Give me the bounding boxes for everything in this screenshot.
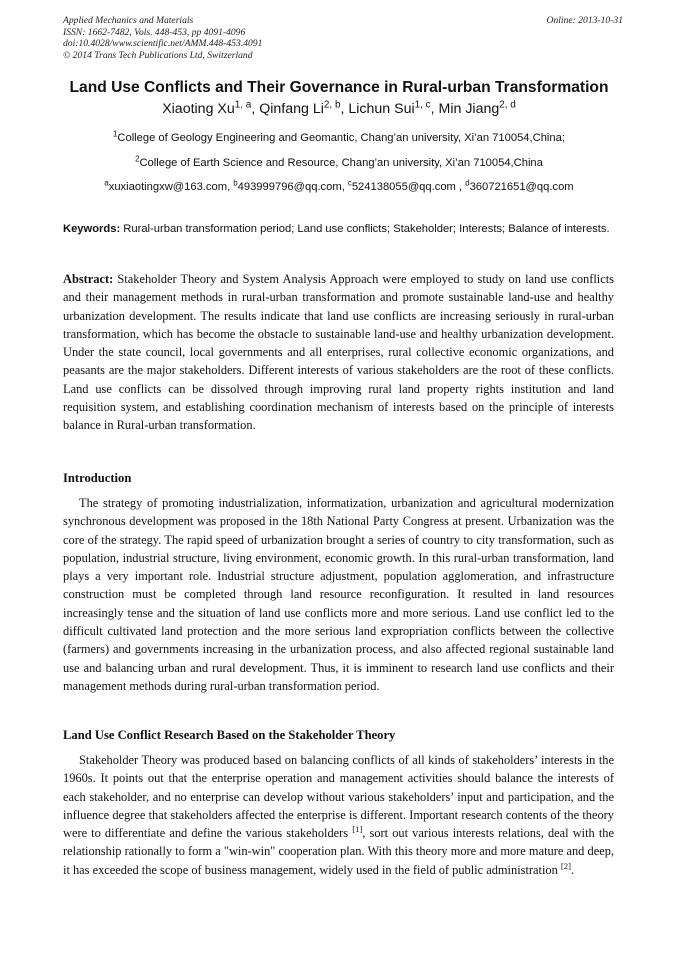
- citation: [2]: [560, 860, 571, 871]
- author: Lichun Sui$^{1, c}$,: [348, 99, 439, 117]
- email: $^a$xuxiaotingxw@163.com,: [104, 178, 234, 193]
- journal-header: [63, 15, 623, 61]
- email: $^d$360721651@qq.com: [465, 178, 574, 193]
- affiliation-1: $^1$College of Geology Engineering and Geomantic, Chang’an university, Xi’an 710054,China;: [113, 129, 565, 144]
- author: Min Jiang$^{2, d}$: [438, 99, 516, 117]
- keywords-text: Rural-urban transformation period; Land use conflicts; Stakeholder; Interests; Balance of interests.: [120, 223, 610, 235]
- keywords-label: Keywords:: [63, 223, 121, 235]
- abstract: [63, 270, 614, 435]
- stakeholder-theory-paragraph: Stakeholder Theory was produced based on balancing conflicts of all kinds of stakeholders’ interests in the 1960s. It points out that the enterprise operation and management activities should balance the interests of each stakeholder, and no enterprise can develop without various stakeholders’ input and participation, and the influence degree that stakeholders affected the enterprise is different. Important research contents of the theory were to differentiate and define the various stakeholders [1], sort out various interests relations, deal with the relationship rationally to form a "win-win" cooperation plan. With this theory more and more mature and deep, it has exceeded the scope of business management, widely used in the field of public administration [2].: [63, 753, 614, 877]
- email: $^b$493999796@qq.com,: [233, 178, 348, 193]
- online-date: Online: 2013-10-31: [546, 15, 623, 26]
- journal-doi: doi:10.4028/www.scientific.net/AMM.448-453.4091: [63, 38, 263, 49]
- author: Qinfang Li$^{2, b}$,: [259, 99, 349, 117]
- abstract-label: Abstract:: [63, 272, 114, 286]
- journal-issn: ISSN: 1662-7482, Vols. 448-453, pp 4091-4096: [63, 26, 246, 38]
- paper-title: Land Use Conflicts and Their Governance in Rural-urban Transformation: [69, 79, 609, 96]
- affiliation-2: $^2$College of Earth Science and Resource, Chang’an university, Xi’an 710054,China: [135, 154, 543, 169]
- author-list: [40, 101, 638, 117]
- email: $^c$524138055@qq.com ,: [347, 178, 466, 193]
- journal-copyright: © 2014 Trans Tech Publications Ltd, Switzerland: [63, 49, 253, 61]
- citation: [1]: [352, 824, 363, 835]
- author: Xiaoting Xu$^{1, a}$,: [162, 99, 260, 117]
- introduction-paragraph: The strategy of promoting industrialization, informatization, urbanization and agricultural modernization synchronous development was proposed in the 18th National Party Congress at present. Urbanization was the core of the strategy. The rapid speed of urbanization brought a series of country to city transformation, such as population, industrial structure, living environment, economic growth. In this rural-urban transformation, land plays a very important role. Industrial structure adjustment, population agglomeration, and infrastructure construction must be completed through land resource reconfiguration. It resulted in land resources increasingly tense and the situation of land use conflicts more and more serious. Land use conflict led to the difficult cultivated land protection and the more serious land expropriation conflicts between the collective (farmers) and governments increasing in the urbanization process, and also affected regional sustainable land use and balancing urban and rural development. Thus, it is imminent to research land use conflicts and their management methods during rural-urban transformation period.: [63, 496, 614, 693]
- author-emails: [30, 178, 648, 193]
- section-heading-stakeholder-theory: Land Use Conflict Research Based on the Stakeholder Theory: [63, 728, 396, 742]
- keywords: [63, 221, 614, 238]
- journal-name: Applied Mechanics and Materials: [63, 15, 194, 26]
- section-heading-introduction: Introduction: [63, 471, 132, 485]
- abstract-text: Stakeholder Theory and System Analysis Approach were employed to study on land use conflicts and their management methods in rural-urban transformation and promote sustainable land-use and healthy urbanization development. The results indicate that land use conflicts are increasing seriously in rural-urban transformation, which has become the obstacle to sustainable land-use and healthy urbanization development. Under the state council, local governments and all enterprises, rural collective economic organizations, and peasants are the major stakeholders. Different interests of various stakeholders are the root of these conflicts. Land use conflicts can be dissolved through improving rural land property rights institution and land requisition system, and establishing coordination mechanism of interests based on the principle of interests balance in Rural-urban transformation.: [63, 272, 614, 433]
